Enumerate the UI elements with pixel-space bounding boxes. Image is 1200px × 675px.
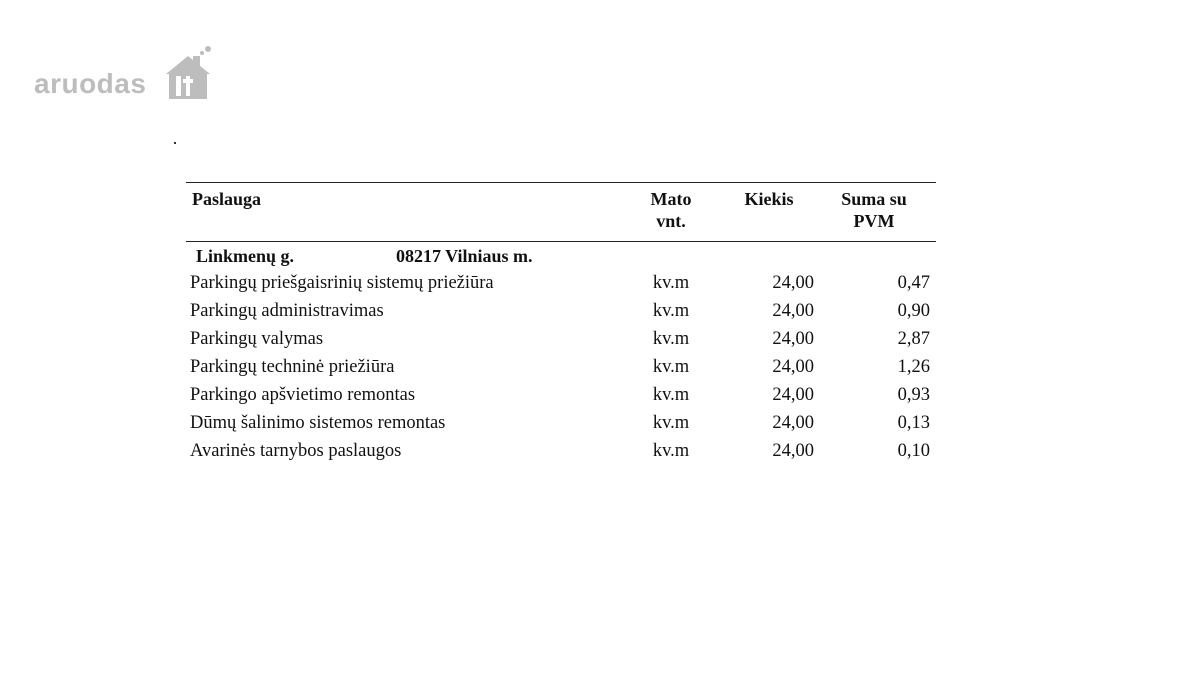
cell-unit: kv.m — [652, 357, 690, 377]
aruodas-logo — [34, 44, 214, 104]
address-row — [186, 242, 936, 270]
logo-wordmark: aruodas — [34, 68, 147, 99]
cell-sum: 2,87 — [897, 329, 930, 349]
cell-sum: 0,47 — [897, 273, 930, 293]
header-qty: Kiekis — [744, 189, 794, 209]
header-service: Paslauga — [192, 189, 262, 209]
table-row — [186, 270, 936, 298]
table-body — [186, 270, 936, 466]
cell-service: Parkingų priešgaisrinių sistemų priežiūra — [190, 273, 494, 293]
stray-dot — [174, 142, 176, 144]
cell-qty: 24,00 — [772, 357, 814, 377]
cell-unit: kv.m — [652, 385, 690, 405]
table-row — [186, 438, 936, 466]
header-unit — [626, 188, 716, 232]
cell-service: Parkingų administravimas — [190, 301, 384, 321]
table-row — [186, 410, 936, 438]
table-row — [186, 326, 936, 354]
cell-qty: 24,00 — [772, 329, 814, 349]
header-sum — [822, 188, 926, 232]
header-sum-line1: Suma su — [841, 189, 907, 209]
cell-qty: 24,00 — [772, 273, 814, 293]
cell-qty: 24,00 — [772, 441, 814, 461]
table-header — [186, 183, 936, 241]
address-street: Linkmenų g. — [196, 246, 295, 266]
cell-unit: kv.m — [652, 441, 690, 461]
cell-service: Parkingų valymas — [190, 329, 324, 349]
cell-unit: kv.m — [652, 301, 690, 321]
cell-sum: 0,93 — [897, 385, 930, 405]
cell-sum: 0,10 — [897, 441, 930, 461]
services-table — [186, 182, 936, 466]
header-unit-line1: Mato — [650, 189, 692, 209]
cell-service: Parkingo apšvietimo remontas — [190, 385, 416, 405]
cell-unit: kv.m — [652, 329, 690, 349]
cell-sum: 0,13 — [897, 413, 930, 433]
header-unit-line2: vnt. — [656, 211, 686, 231]
table-row — [186, 298, 936, 326]
cell-service: Avarinės tarnybos paslaugos — [190, 441, 402, 461]
header-sum-line2: PVM — [853, 211, 895, 231]
cell-service: Dūmų šalinimo sistemos remontas — [190, 413, 446, 433]
cell-unit: kv.m — [652, 413, 690, 433]
address-city: 08217 Vilniaus m. — [396, 246, 533, 266]
house-icon — [164, 44, 214, 100]
cell-qty: 24,00 — [772, 301, 814, 321]
table-row — [186, 382, 936, 410]
cell-unit: kv.m — [652, 273, 690, 293]
cell-qty: 24,00 — [772, 385, 814, 405]
table-row — [186, 354, 936, 382]
cell-service: Parkingų techninė priežiūra — [190, 357, 395, 377]
cell-sum: 0,90 — [897, 301, 930, 321]
cell-qty: 24,00 — [772, 413, 814, 433]
cell-sum: 1,26 — [897, 357, 930, 377]
